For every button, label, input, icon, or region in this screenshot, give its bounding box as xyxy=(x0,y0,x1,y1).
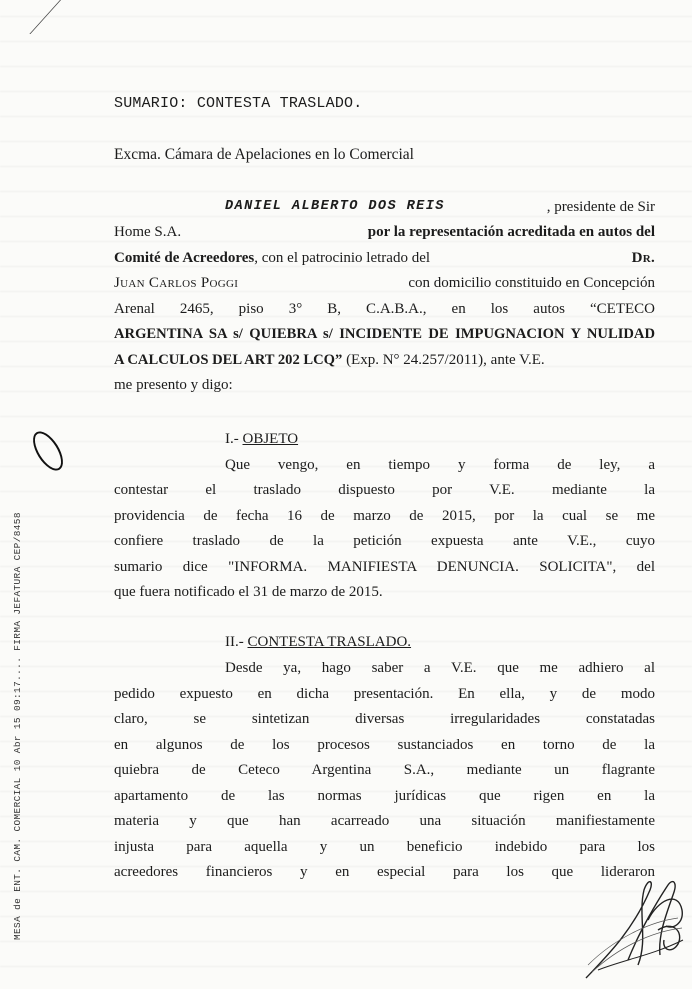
section-1-line: Que vengo, en tiempo y forma de ley, a xyxy=(225,457,655,473)
company-name: Home S.A. xyxy=(114,224,182,240)
section-1-title: OBJETO xyxy=(242,431,299,447)
intro-line-2 xyxy=(114,223,655,241)
domicile-text: con domicilio constituido en Concepción xyxy=(408,275,655,291)
filing-stamp: MESA de ENT. CAM. COMERCIAL 10 Abr 15 09:17.... FIRMA JEFATURA CEP/8458 xyxy=(12,512,23,940)
section-2-line: claro, se sintetizan diversas irregularidades constatadas xyxy=(114,711,655,727)
case-caption-end: A CALCULOS DEL ART 202 LCQ” xyxy=(114,352,343,368)
section-2-number: II.- xyxy=(225,634,244,650)
section-1-line: confiere traslado de la petición expuesta ante V.E., cuyo xyxy=(114,533,655,549)
section-2-title: CONTESTA TRASLADO. xyxy=(247,634,412,650)
margin-oval-mark xyxy=(27,427,69,476)
section-2-line: injusta para aquella y un beneficio indebido para los xyxy=(114,839,655,855)
lawyer-name: Juan Carlos Poggi xyxy=(114,275,239,291)
section-2-line: materia y que han acarreado una situación manifiestamente xyxy=(114,813,655,829)
representation-text: por la representación acreditada en autos del xyxy=(367,224,655,240)
dr-title: Dr. xyxy=(631,250,655,266)
addressee-line: Excma. Cámara de Apelaciones en lo Comercial xyxy=(114,146,414,163)
intro-line-3 xyxy=(114,249,655,267)
signature-stamp xyxy=(578,860,688,985)
section-1-heading xyxy=(225,430,298,448)
committee-name: Comité de Acreedores xyxy=(114,250,255,266)
expediente-text: (Exp. N° 24.257/2011), ante V.E. xyxy=(342,352,545,368)
intro-line-4 xyxy=(114,274,655,292)
section-1-line: sumario dice "INFORMA. MANIFIESTA DENUNCIA. SOLICITA", del xyxy=(114,559,655,575)
section-1-line: providencia de fecha 16 de marzo de 2015, por la cual se me xyxy=(114,508,655,524)
section-2-line: acreedores financieros y en especial para los que lideraron xyxy=(114,864,655,880)
section-2-line: en algunos de los procesos sustanciados en torno de la xyxy=(114,737,655,753)
intro-line-1 xyxy=(225,198,655,216)
sumario-line: SUMARIO: CONTESTA TRASLADO. xyxy=(114,95,363,112)
section-2-line: apartamento de las normas jurídicas que rigen en la xyxy=(114,788,655,804)
intro-line-1-rest: , presidente de Sir xyxy=(546,199,655,215)
section-2-line: quiebra de Ceteco Argentina S.A., mediante un flagrante xyxy=(114,762,655,778)
section-1-line: que fuera notificado el 31 de marzo de 2015. xyxy=(114,584,383,600)
intro-line-7 xyxy=(114,351,545,369)
section-2-line: Desde ya, hago saber a V.E. que me adhiero al xyxy=(225,660,655,676)
corner-pen-mark xyxy=(29,0,91,34)
counsel-text: , con el patrocinio letrado del xyxy=(254,250,431,266)
party-name: DANIEL ALBERTO DOS REIS xyxy=(225,199,445,214)
intro-line-8: me presento y digo: xyxy=(114,377,233,393)
case-caption-line: ARGENTINA SA s/ QUIEBRA s/ INCIDENTE DE IMPUGNACION Y NULIDAD xyxy=(114,326,655,342)
section-2-line: pedido expuesto en dicha presentación. En ella, y de modo xyxy=(114,686,655,702)
intro-line-5: Arenal 2465, piso 3° B, C.A.B.A., en los autos “CETECO xyxy=(114,301,655,317)
section-1-line: contestar el traslado dispuesto por V.E. mediante la xyxy=(114,482,655,498)
section-2-heading xyxy=(225,633,411,651)
section-1-number: I.- xyxy=(225,431,239,447)
